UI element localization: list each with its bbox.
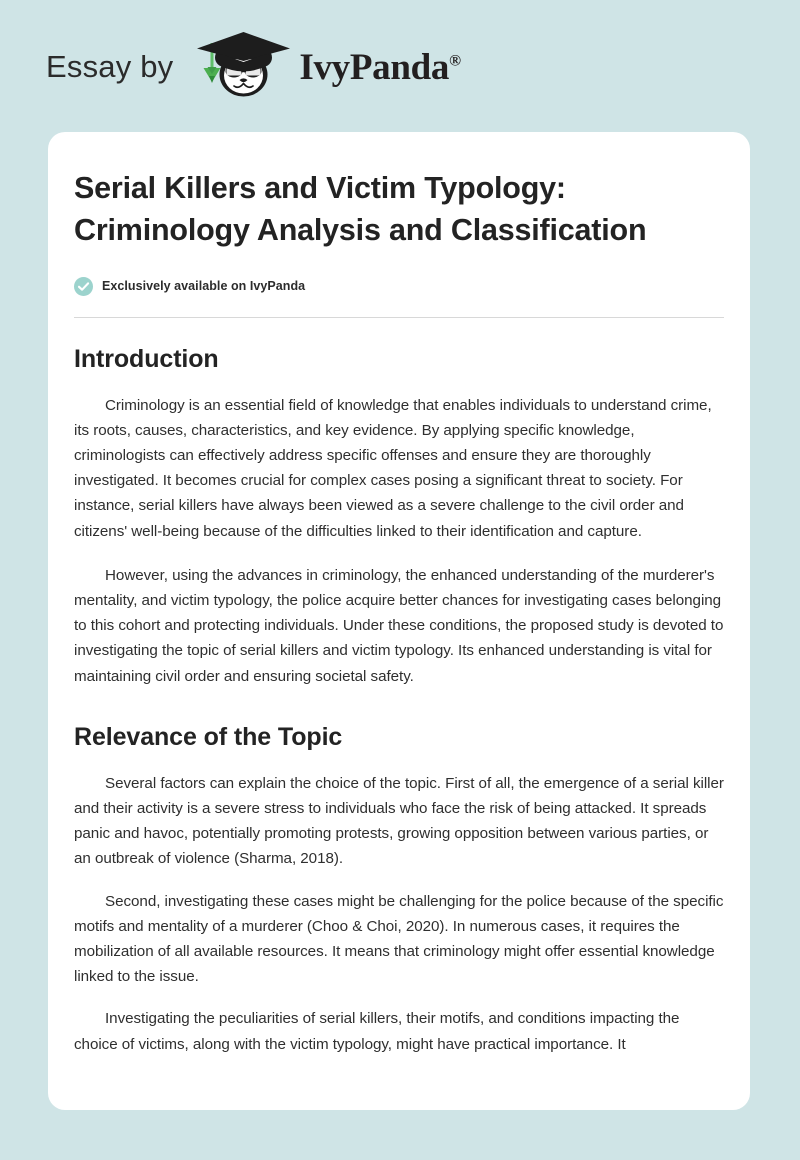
- paragraph: Several factors can explain the choice of the topic. First of all, the emergence of a serial killer and their activity is a severe stress to individuals who face the risk of being attacked. It spreads panic and havoc, potentially promoting protests, growing opposition between various parties, or an outbreak of violence (Sharma, 2018).: [74, 774, 724, 868]
- brand-header: [0, 0, 800, 132]
- section-heading-relevance-of-the-topic: Relevance of the Topic: [74, 722, 343, 751]
- paragraph: Criminology is an essential field of knowledge that enables individuals to understand crime, its roots, causes, characteristics, and key evidence. By applying specific knowledge, criminologists can effectively address specific offenses and ensure they are thoroughly investigated. It becomes crucial for complex cases posing a significant threat to society. For instance, serial killers have always been viewed as a severe challenge to the civil order and citizens' well-being because of the difficulties linked to their identification and capture.: [74, 396, 712, 540]
- paragraph: Second, investigating these cases might be challenging for the police because of the specific motifs and mentality of a murderer (Choo & Choi, 2020). In numerous cases, it requires the mobilization of all available resources. It means that criminology might offer essential knowledge linked to the issue.: [74, 892, 724, 986]
- essay-paper-card: [48, 132, 750, 1110]
- ivypanda-panda-graduate-logo-icon: [189, 30, 301, 102]
- essay-by-label: Essay by: [46, 48, 174, 84]
- section-heading-introduction: Introduction: [74, 344, 219, 373]
- ivypanda-wordmark: [299, 46, 461, 88]
- page-title: Serial Killers and Victim Typology: Criminology Analysis and Classification: [74, 171, 647, 247]
- ivypanda-logo[interactable]: [189, 30, 460, 102]
- registered-trademark-symbol: ®: [449, 52, 461, 70]
- ivypanda-wordmark-text: IvyPanda: [299, 46, 450, 88]
- check-circle-icon: [74, 277, 93, 296]
- paragraph: However, using the advances in criminology, the enhanced understanding of the murderer's mentality, and victim typology, the police acquire better chances for investigating cases belonging to this cohort and protecting individuals. Under these conditions, the proposed study is devoted to investigating the topic of serial killers and victim typology. Its enhanced understanding is vital for maintaining civil order and ensuring societal safety.: [74, 566, 724, 685]
- paragraph: Investigating the peculiarities of serial killers, their motifs, and conditions impacting the choice of victims, along with the victim typology, might have practical importance. It: [74, 1010, 680, 1053]
- exclusive-availability-label: Exclusively available on IvyPanda: [102, 278, 306, 293]
- exclusive-availability-badge: [74, 277, 724, 296]
